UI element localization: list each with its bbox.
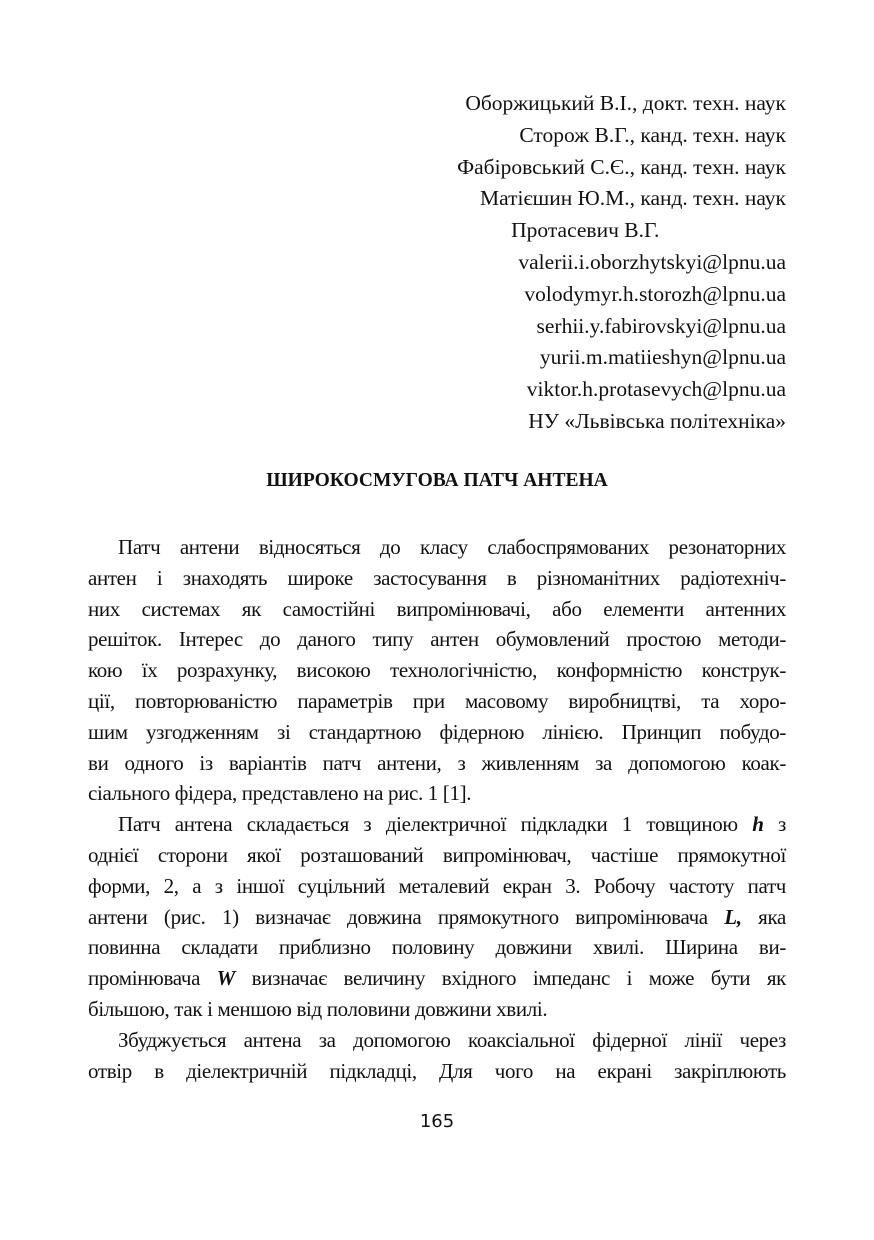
text-segment: більшою, так і меншою від половини довжини хвилі. bbox=[88, 996, 548, 1021]
text-line bbox=[88, 840, 786, 871]
text-segment: форми, 2, а з іншої суцільний металевий екран 3. Робочу частоту патч bbox=[88, 873, 786, 898]
email-line: yurii.m.matiieshyn@lpnu.ua bbox=[539, 345, 786, 370]
text-segment: кою їх розрахунку, високою технологічністю, конформністю конструк- bbox=[88, 658, 786, 683]
text-line bbox=[88, 655, 786, 686]
email-line: viktor.h.protasevych@lpnu.ua bbox=[526, 377, 786, 402]
article-title: ШИРОКОСМУГОВА ПАТЧ АНТЕНА bbox=[266, 470, 608, 491]
text-segment: Патч антена складається з діелектричної підкладки 1 товщиною bbox=[118, 812, 753, 837]
text-segment: Збуджується антена за допомогою коаксіальної фідерної лінії через bbox=[118, 1027, 786, 1052]
text-segment: повинна складати приблизно половину довжини хвилі. Ширина ви- bbox=[88, 935, 786, 960]
affiliation: НУ «Львівська політехніка» bbox=[528, 408, 786, 433]
text-segment: ції, повторюваністю параметрів при масовому виробництві, та хоро- bbox=[88, 688, 786, 713]
text-line bbox=[88, 532, 786, 563]
author-line: Оборжицький В.І., докт. техн. наук bbox=[465, 91, 786, 115]
text-line bbox=[88, 809, 786, 840]
text-line bbox=[88, 717, 786, 748]
text-line bbox=[88, 902, 786, 933]
text-segment: однієї сторони якої розташований випромінювач, частіше прямокутної bbox=[88, 842, 786, 867]
text-segment: антен і знаходять широке застосування в різноманітних радіотехніч- bbox=[88, 565, 786, 590]
author-line: Фабіровський С.Є., канд. техн. наук bbox=[457, 154, 786, 179]
text-line bbox=[88, 594, 786, 625]
text-segment: решіток. Інтерес до даного типу антен обумовлений простою методи- bbox=[88, 627, 786, 652]
text-line bbox=[88, 778, 786, 809]
text-line bbox=[88, 563, 786, 594]
math-symbol: h bbox=[752, 812, 764, 837]
text-segment: з bbox=[763, 812, 786, 837]
text-segment: сіального фідера, представлено на рис. 1 [1]. bbox=[88, 781, 472, 806]
email-line: serhii.y.fabirovskyi@lpnu.ua bbox=[536, 313, 786, 338]
text-segment: промінювача bbox=[88, 966, 217, 991]
text-line bbox=[88, 748, 786, 779]
text-segment: яка bbox=[741, 904, 787, 929]
author-line: Сторож В.Г., канд. техн. наук bbox=[519, 122, 786, 147]
math-symbol: W bbox=[216, 966, 235, 991]
text-segment: Патч антени відносяться до класу слабоспрямованих резонаторних bbox=[118, 535, 786, 559]
author-block bbox=[457, 88, 786, 438]
page-number: 165 bbox=[419, 1111, 455, 1132]
text-segment: них системах як самостійні випромінювачі, або елементи антенних bbox=[88, 596, 786, 621]
text-line bbox=[88, 994, 786, 1025]
text-segment: визначає величину вхідного імпеданс і може бути як bbox=[235, 966, 786, 991]
text-line bbox=[88, 686, 786, 717]
text-line bbox=[88, 1056, 786, 1087]
text-segment: отвір в діелектричній підкладці, Для чого на екрані закріплюють bbox=[88, 1058, 786, 1083]
email-line: volodymyr.h.storozh@lpnu.ua bbox=[524, 281, 786, 306]
author-line: Матієшин Ю.М., канд. техн. наук bbox=[479, 186, 786, 211]
text-line bbox=[88, 932, 786, 963]
text-line bbox=[88, 871, 786, 902]
text-line bbox=[88, 624, 786, 655]
author-line: Протасевич В.Г. bbox=[511, 218, 660, 243]
text-segment: ви одного із варіантів патч антени, з живленням за допомогою коак- bbox=[88, 750, 786, 775]
text-line bbox=[88, 1025, 786, 1056]
math-symbol: L, bbox=[724, 904, 742, 929]
text-segment: шим узгодженням зі стандартною фідерною лінією. Принцип побудо- bbox=[88, 719, 786, 744]
article-body bbox=[88, 532, 786, 1086]
text-line bbox=[88, 963, 786, 994]
email-line: valerii.i.oborzhytskyi@lpnu.ua bbox=[518, 249, 786, 274]
text-segment: антени (рис. 1) визначає довжина прямокутного випромінювача bbox=[88, 904, 725, 929]
